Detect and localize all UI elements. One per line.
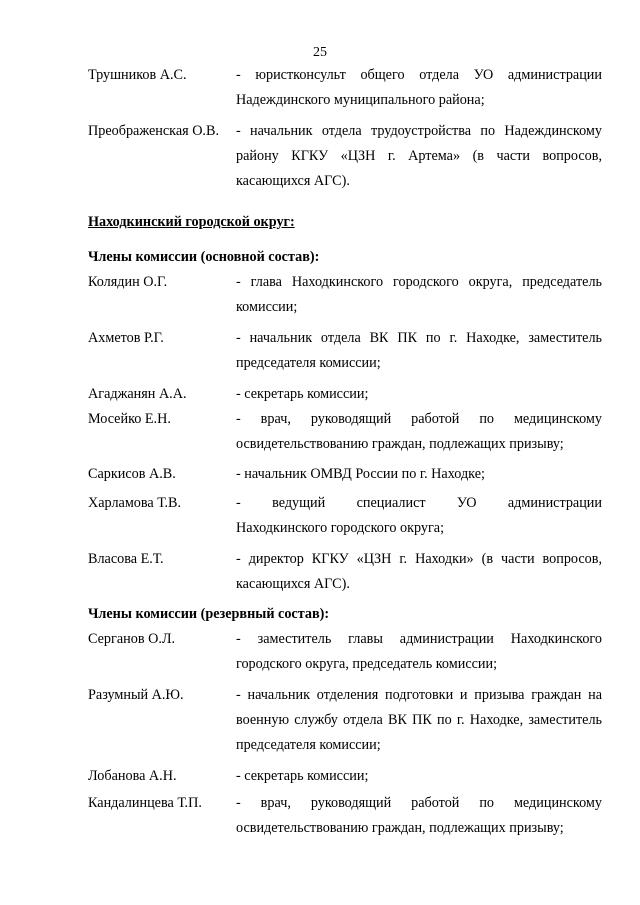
person-name: Серганов О.Л. — [88, 631, 176, 647]
person-name: Разумный А.Ю. — [88, 687, 184, 703]
role-line: - глава Находкинского городского округа, председатель — [236, 274, 602, 290]
role-line: - врач, руководящий работой по медицинскому — [236, 795, 602, 811]
role-continuation: председателя комиссии; — [236, 355, 381, 371]
list-item — [88, 382, 602, 407]
person-name: Власова Е.Т. — [88, 551, 164, 567]
role-continuation: военную службу отдела ВК ПК по г. Находке, заместитель председателя комиссии; — [236, 712, 602, 753]
person-name: Мосейко Е.Н. — [88, 411, 171, 427]
top-entries — [88, 63, 602, 194]
main-entries — [88, 270, 602, 597]
role-line: - начальник отделения подготовки и призыва граждан на — [236, 687, 602, 703]
list-item — [88, 627, 602, 677]
person-name: Лобанова А.Н. — [88, 768, 177, 784]
reserve-members-heading: Члены комиссии (резервный состав): — [88, 606, 330, 622]
person-name: Трушников А.С. — [88, 67, 187, 83]
list-item — [88, 407, 602, 457]
role-line: - начальник отдела ВК ПК по г. Находке, заместитель — [236, 330, 602, 346]
role-line: - юристконсульт общего отдела УО администрации — [236, 67, 602, 83]
list-item — [88, 547, 602, 597]
person-role — [236, 683, 602, 758]
role-continuation: району КГКУ «ЦЗН г. Артема» (в части вопросов, касающихся АГС). — [236, 148, 602, 189]
person-name: Кандалинцева Т.П. — [88, 795, 202, 811]
person-name: Колядин О.Г. — [88, 274, 168, 290]
main-members-heading: Члены комиссии (основной состав): — [88, 249, 320, 265]
list-item — [88, 491, 602, 541]
list-item — [88, 683, 602, 758]
person-role — [236, 627, 602, 677]
person-role — [236, 326, 602, 376]
role-continuation: освидетельствованию граждан, подлежащих призыву; — [236, 436, 564, 452]
person-role — [236, 547, 602, 597]
role-continuation: комиссии; — [236, 299, 298, 315]
person-role — [236, 791, 602, 841]
list-item — [88, 326, 602, 376]
person-role — [236, 491, 602, 541]
role-continuation: городского округа, председатель комиссии; — [236, 656, 498, 672]
reserve-entries — [88, 627, 602, 841]
person-name: Ахметов Р.Г. — [88, 330, 164, 346]
person-role — [236, 119, 602, 194]
person-name: Агаджанян А.А. — [88, 386, 187, 402]
person-name: Харламова Т.В. — [88, 495, 182, 511]
role-continuation: освидетельствованию граждан, подлежащих призыву; — [236, 820, 564, 836]
role-line: - ведущий специалист УО администрации — [236, 495, 602, 511]
role-continuation: касающихся АГС). — [236, 576, 350, 592]
role-line: - начальник ОМВД России по г. Находке; — [236, 466, 485, 482]
role-continuation: Надеждинского муниципального района; — [236, 92, 485, 108]
person-name: Саркисов А.В. — [88, 466, 176, 482]
list-item — [88, 764, 602, 789]
person-role — [236, 270, 602, 320]
list-item — [88, 462, 602, 487]
page-number: 25 — [313, 45, 327, 60]
person-role — [236, 63, 602, 113]
list-item — [88, 119, 602, 194]
person-name: Преображенская О.В. — [88, 123, 219, 139]
role-continuation: Находкинского городского округа; — [236, 520, 445, 536]
person-role — [236, 764, 602, 789]
role-line: - врач, руководящий работой по медицинскому — [236, 411, 602, 427]
list-item — [88, 63, 602, 113]
role-line: - заместитель главы администрации Находкинского — [236, 631, 602, 647]
list-item — [88, 791, 602, 841]
person-role — [236, 407, 602, 457]
role-line: - секретарь комиссии; — [236, 386, 369, 402]
person-role — [236, 462, 602, 487]
role-line: - начальник отдела трудоустройства по Надеждинскому — [236, 123, 602, 139]
role-line: - директор КГКУ «ЦЗН г. Находки» (в части вопросов, — [236, 551, 602, 567]
list-item — [88, 270, 602, 320]
person-role — [236, 382, 602, 407]
role-line: - секретарь комиссии; — [236, 768, 369, 784]
district-heading: Находкинский городской округ: — [88, 214, 295, 230]
